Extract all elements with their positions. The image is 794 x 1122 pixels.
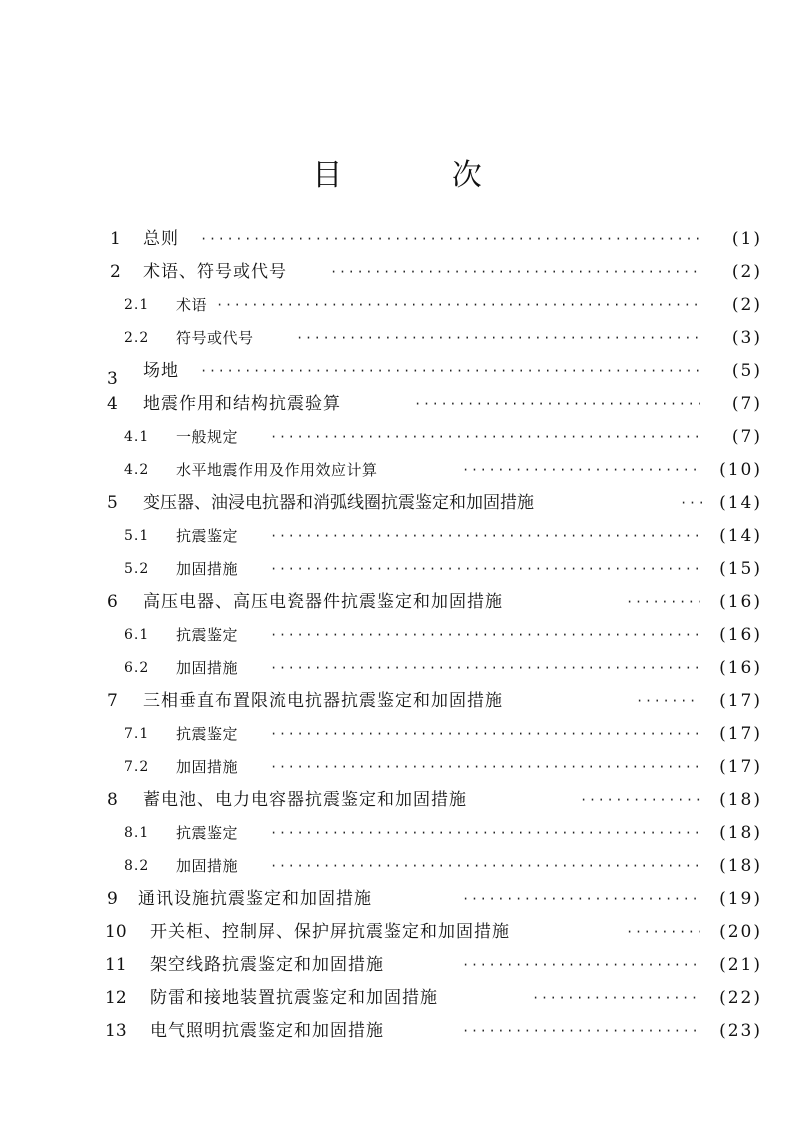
entry-title: 抗震鉴定: [176, 626, 239, 644]
entry-title: 符号或代号: [176, 329, 254, 347]
dot-leader: [270, 751, 700, 784]
entry-number: 10: [105, 922, 127, 942]
entry-page: (17): [719, 691, 762, 711]
page-title: 目 次: [312, 158, 532, 193]
dot-leader: [270, 652, 700, 685]
entry-number: 3: [107, 369, 118, 389]
dot-leader: [270, 850, 700, 883]
toc-entry: [0, 949, 794, 982]
entry-page: (21): [719, 955, 762, 975]
entry-page: (10): [719, 460, 762, 480]
entry-title: 术语、符号或代号: [143, 262, 287, 282]
entry-number: 2.1: [124, 297, 150, 313]
entry-title: 通讯设施抗震鉴定和加固措施: [138, 889, 372, 909]
toc-entry: [0, 322, 794, 355]
toc-entry: [0, 718, 794, 751]
entry-page: (2): [731, 295, 762, 315]
entry-number: 6.2: [124, 660, 150, 676]
dot-leader: [580, 784, 700, 817]
entry-number: 9: [107, 889, 118, 909]
entry-title: 加固措施: [176, 758, 239, 776]
entry-number: 5.2: [124, 561, 150, 577]
entry-title: 蓄电池、电力电容器抗震鉴定和加固措施: [143, 790, 467, 810]
toc-entry: [0, 883, 794, 916]
toc-entry: [0, 487, 794, 520]
entry-title: 三相垂直布置限流电抗器抗震鉴定和加固措施: [143, 691, 503, 711]
toc-entry: [0, 388, 794, 421]
entry-page: (18): [719, 856, 762, 876]
entry-title: 加固措施: [176, 659, 239, 677]
dot-leader: [216, 289, 700, 322]
entry-number: 7.1: [124, 726, 150, 742]
entry-number: 1: [110, 229, 121, 249]
entry-number: 2.2: [124, 330, 150, 346]
entry-number: 5.1: [124, 528, 150, 544]
toc-entry: [0, 586, 794, 619]
entry-page: (5): [731, 361, 762, 381]
entry-title: 电气照明抗震鉴定和加固措施: [150, 1021, 384, 1041]
entry-page: (2): [731, 262, 762, 282]
entry-page: (22): [719, 988, 762, 1008]
toc-entry: [0, 817, 794, 850]
entry-title: 总则: [143, 229, 179, 249]
entry-number: 7: [107, 691, 118, 711]
dot-leader: [462, 949, 700, 982]
entry-number: 11: [105, 955, 127, 975]
entry-title: 一般规定: [176, 428, 239, 446]
entry-page: (20): [719, 922, 762, 942]
entry-title: 加固措施: [176, 857, 239, 875]
entry-page: (7): [731, 394, 762, 414]
dot-leader: [200, 355, 700, 388]
entry-title: 架空线路抗震鉴定和加固措施: [150, 955, 384, 975]
entry-number: 7.2: [124, 759, 150, 775]
entry-number: 6.1: [124, 627, 150, 643]
toc-entry: [0, 982, 794, 1015]
entry-page: (17): [719, 724, 762, 744]
toc-entry: [0, 1015, 794, 1048]
toc-entry: [0, 652, 794, 685]
dot-leader: [270, 619, 700, 652]
entry-title: 变压器、油浸电抗器和消弧线圈抗震鉴定和加固措施: [143, 493, 534, 513]
entry-page: (23): [719, 1021, 762, 1041]
dot-leader: [462, 454, 700, 487]
entry-number: 4.2: [124, 462, 150, 478]
entry-title: 场地: [143, 361, 179, 381]
entry-page: (3): [731, 328, 762, 348]
toc-entry: [0, 256, 794, 289]
toc-entry: [0, 421, 794, 454]
dot-leader: [270, 817, 700, 850]
entry-number: 8: [107, 790, 118, 810]
entry-number: 8.2: [124, 858, 150, 874]
entry-page: (19): [719, 889, 762, 909]
entry-page: (14): [719, 526, 762, 546]
dot-leader: [270, 718, 700, 751]
entry-page: (1): [731, 229, 762, 249]
entry-number: 5: [107, 493, 118, 513]
entry-title: 高压电器、高压电瓷器件抗震鉴定和加固措施: [143, 592, 503, 612]
dot-leader: [636, 685, 700, 718]
entry-title: 抗震鉴定: [176, 527, 239, 545]
entry-page: (14): [719, 493, 762, 513]
dot-leader: [626, 586, 700, 619]
toc-entry: [0, 289, 794, 322]
entry-number: 4.1: [124, 429, 150, 445]
entry-number: 12: [105, 988, 127, 1008]
entry-title: 抗震鉴定: [176, 725, 239, 743]
entry-number: 2: [110, 262, 121, 282]
entry-page: (16): [719, 592, 762, 612]
entry-page: (16): [719, 658, 762, 678]
dot-leader: [270, 421, 700, 454]
toc-entry: [0, 685, 794, 718]
toc-entry: [0, 751, 794, 784]
entry-number: 6: [107, 592, 118, 612]
dot-leader: [626, 916, 700, 949]
toc-entry: [0, 784, 794, 817]
entry-page: (18): [719, 823, 762, 843]
entry-number: 4: [107, 394, 118, 414]
toc-entry: [0, 223, 794, 256]
entry-title: 防雷和接地装置抗震鉴定和加固措施: [150, 988, 438, 1008]
entry-page: (18): [719, 790, 762, 810]
toc-entry: [0, 520, 794, 553]
entry-title: 开关柜、控制屏、保护屏抗震鉴定和加固措施: [150, 922, 510, 942]
dot-leader: [532, 982, 700, 1015]
entry-title: 地震作用和结构抗震验算: [143, 394, 341, 414]
dot-leader: [200, 223, 700, 256]
toc-entry: [0, 619, 794, 652]
entry-page: (16): [719, 625, 762, 645]
entry-title: 术语: [176, 296, 208, 314]
toc-entry: [0, 850, 794, 883]
entry-page: (15): [719, 559, 762, 579]
toc-entry: [0, 916, 794, 949]
toc-entry: [0, 553, 794, 586]
dot-leader: [680, 487, 702, 520]
dot-leader: [270, 520, 700, 553]
dot-leader: [270, 553, 700, 586]
dot-leader: [330, 256, 700, 289]
entry-title: 抗震鉴定: [176, 824, 239, 842]
entry-number: 8.1: [124, 825, 150, 841]
dot-leader: [462, 1015, 700, 1048]
entry-page: (17): [719, 757, 762, 777]
entry-page: (7): [731, 427, 762, 447]
entry-title: 加固措施: [176, 560, 239, 578]
entry-number: 13: [105, 1021, 127, 1041]
toc-entry: [0, 454, 794, 487]
dot-leader: [414, 388, 700, 421]
toc-entry: [0, 355, 794, 388]
dot-leader: [296, 322, 700, 355]
entry-title: 水平地震作用及作用效应计算: [176, 461, 378, 479]
dot-leader: [462, 883, 700, 916]
